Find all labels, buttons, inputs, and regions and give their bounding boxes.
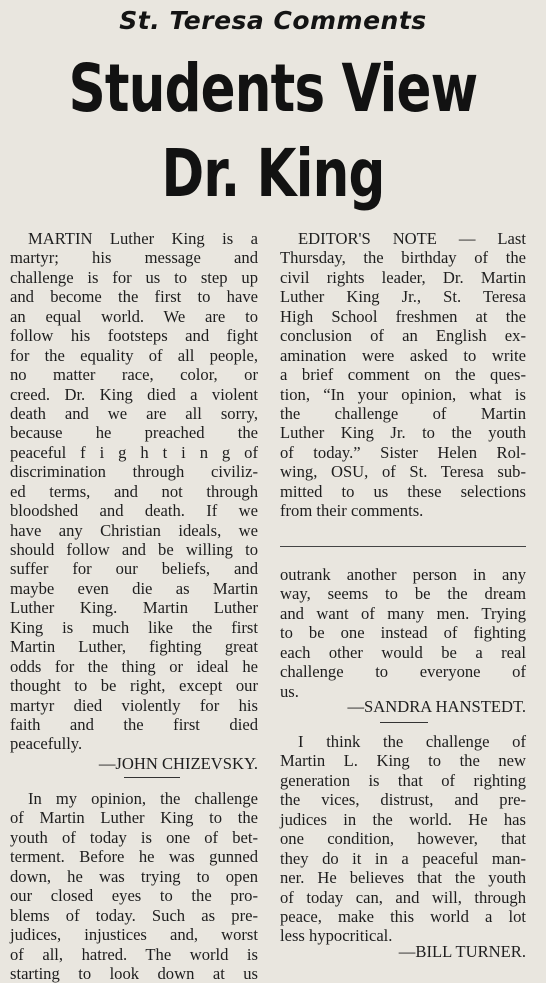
- text-line: and become the first to have: [10, 287, 258, 307]
- chizevsky-comment: [10, 229, 258, 754]
- text-line: mitted to us these selections: [280, 481, 526, 501]
- text-line: Martin L. King to the new: [280, 751, 526, 771]
- text-line: peaceful f i g h t i n g of: [10, 442, 258, 462]
- text-line: ner. He believes that the youth: [280, 868, 526, 888]
- text-line: High School freshmen at the: [280, 306, 526, 326]
- text-line: challenge is for us to step up: [10, 267, 258, 287]
- text-line: discrimination through civiliz-: [10, 462, 258, 482]
- text-line: thought to be right, except our: [10, 676, 258, 696]
- turner-comment: [280, 732, 526, 946]
- text-line: one condition, however, that: [280, 829, 526, 849]
- text-line: wing, OSU, of St. Teresa sub-: [280, 462, 526, 482]
- text-line: Thursday, the birthday of the: [280, 248, 526, 268]
- text-line: In my opinion, the challenge: [28, 789, 258, 808]
- text-line: civil rights leader, Dr. Martin: [280, 267, 526, 287]
- text-line: maybe even die as Martin: [10, 578, 258, 598]
- text-line: martyr died violently for his: [10, 695, 258, 715]
- text-line: outrank another person in any: [280, 565, 526, 584]
- text-line: Luther King Jr., St. Teresa: [280, 287, 526, 307]
- text-line: should follow and be willing to: [10, 540, 258, 559]
- text-line: each other would be a real: [280, 642, 526, 662]
- headline-line-2: Dr. King: [161, 135, 385, 212]
- text-line: terment. Before he was gunned: [10, 847, 258, 867]
- text-line: an equal world. We are to: [10, 306, 258, 326]
- text-line: MARTIN Luther King is a: [28, 229, 258, 248]
- text-line: suffer for our beliefs, and: [10, 559, 258, 579]
- text-line: Luther King. Martin Luther: [10, 598, 258, 618]
- text-line: judices, injustices and, worst: [10, 925, 258, 945]
- text-line: ed terms, and not through: [10, 481, 258, 501]
- text-line: youth of today is one of bet-: [10, 827, 258, 847]
- second-comment: [10, 789, 258, 983]
- text-line: Luther King Jr. to the youth: [280, 423, 526, 443]
- text-line: the challenge of Martin: [280, 403, 526, 423]
- text-line: way, seems to be the dream: [280, 584, 526, 604]
- text-line: from their comments.: [280, 501, 424, 521]
- signature-text: —JOHN CHIZEVSKY.: [98, 754, 258, 773]
- text-line: follow his footsteps and fight: [10, 326, 258, 346]
- text-line: conclusion of an English ex-: [280, 326, 526, 346]
- text-line: EDITOR'S NOTE — Last: [298, 229, 526, 248]
- text-line: the vices, distrust, and pre-: [280, 790, 526, 810]
- signature-text: —SANDRA HANSTEDT.: [347, 697, 526, 716]
- text-line: of all, hatred. The world is: [10, 944, 258, 964]
- text-line: for the equality of all people,: [10, 345, 258, 365]
- editors-note: [280, 229, 526, 521]
- text-line: generation is that of righting: [280, 770, 526, 790]
- text-line: have any Christian ideals, we: [10, 520, 258, 540]
- text-line: blems of today. Such as pre-: [10, 905, 258, 925]
- text-line: down, he was trying to open: [10, 866, 258, 886]
- text-line: Martin Luther, fighting great: [10, 637, 258, 657]
- text-line: faith and the first died: [10, 714, 258, 734]
- text-line: amination were asked to write: [280, 345, 526, 365]
- separator-rule: [124, 777, 180, 778]
- signature-text: —BILL TURNER.: [398, 942, 526, 961]
- text-line: martyr; his message and: [10, 248, 258, 268]
- text-line: they do it in a peaceful man-: [280, 848, 526, 868]
- text-line: tion, “In your opinion, what is: [280, 384, 526, 404]
- headline-line-1: Students View: [68, 50, 478, 127]
- text-line: peace, make this world a lot: [280, 906, 526, 926]
- text-line: less hypocritical.: [280, 926, 393, 946]
- text-line: because he preached the: [10, 423, 258, 443]
- text-line: death and we are all sorry,: [10, 403, 258, 423]
- text-line: to be one instead of fighting: [280, 623, 526, 643]
- text-line: I think the challenge of: [298, 732, 526, 751]
- text-line: starting to look down at us: [10, 963, 258, 983]
- text-line: a brief comment on the ques-: [280, 365, 526, 385]
- chizevsky-signature: [10, 754, 258, 773]
- hanstedt-comment: [280, 565, 526, 701]
- hanstedt-signature-block: [280, 697, 526, 716]
- text-line: bloodshed and death. If we: [10, 501, 258, 521]
- text-line: odds for the thing or ideal he: [10, 656, 258, 676]
- separator-rule: [380, 722, 428, 723]
- text-line: challenge to everyone of: [280, 662, 526, 682]
- text-line: peacefully.: [10, 734, 83, 754]
- text-line: no matter race, color, or: [10, 365, 258, 385]
- text-line: of today can, and will, through: [280, 887, 526, 907]
- text-line: of Martin Luther King to the: [10, 808, 258, 828]
- text-line: of today.” Sister Helen Rol-: [280, 442, 526, 462]
- text-line: our closed eyes to the pro-: [10, 886, 258, 906]
- kicker-headline: St. Teresa Comments: [119, 6, 427, 35]
- text-line: us.: [280, 681, 299, 701]
- turner-signature-block: [280, 942, 526, 961]
- text-line: King is much like the first: [10, 617, 258, 637]
- text-line: and want of many men. Trying: [280, 603, 526, 623]
- text-line: judices in the world. He has: [280, 809, 526, 829]
- editors-note-rule: [280, 546, 526, 547]
- text-line: creed. Dr. King died a violent: [10, 384, 258, 404]
